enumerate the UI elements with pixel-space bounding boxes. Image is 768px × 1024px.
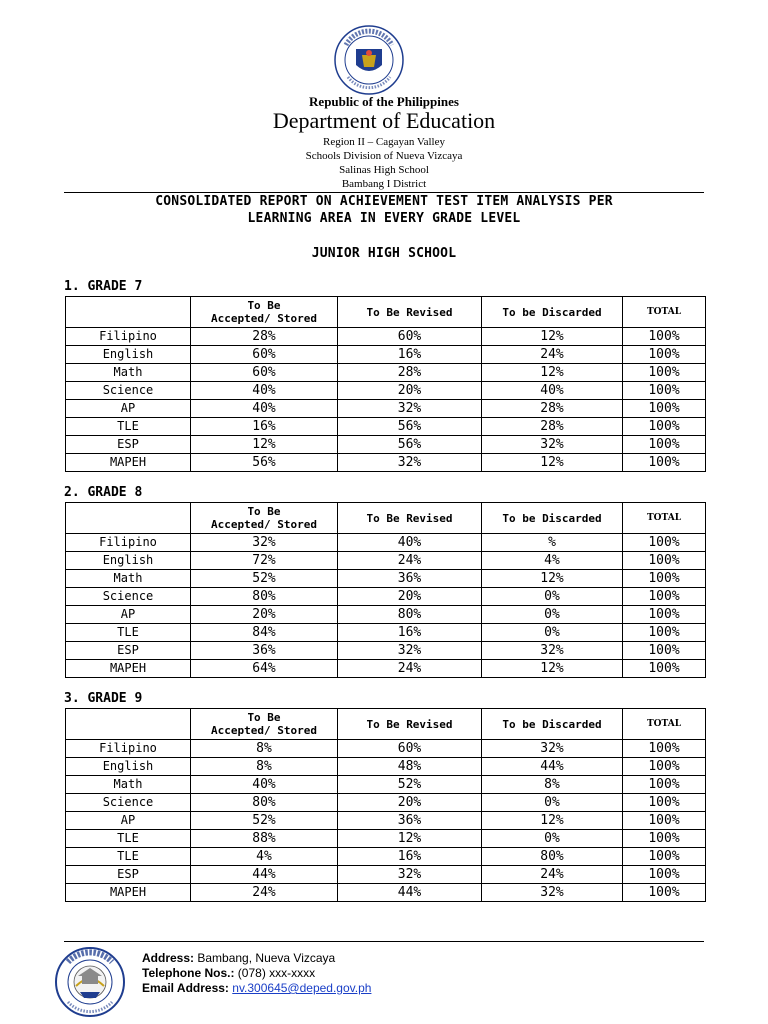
discarded-cell: 12% — [482, 660, 623, 678]
discarded-cell: 44% — [482, 758, 623, 776]
table-row — [66, 606, 706, 624]
discarded-cell: 32% — [482, 642, 623, 660]
discarded-cell: 12% — [482, 328, 623, 346]
school-line: Salinas High School — [339, 164, 429, 176]
address-value: Bambang, Nueva Vizcaya — [197, 951, 336, 965]
phone-label: Telephone Nos.: — [142, 966, 235, 980]
district-line: Bambang I District — [341, 178, 427, 190]
subject-cell: English — [66, 552, 191, 570]
total-cell: 100% — [623, 866, 706, 884]
subject-column-header — [66, 297, 191, 328]
accepted-cell: 60% — [191, 364, 338, 382]
table-row — [66, 794, 706, 812]
discarded-cell: 12% — [482, 454, 623, 472]
footer-contact-block — [142, 951, 371, 996]
total-cell: 100% — [623, 588, 706, 606]
discarded-cell: 12% — [482, 812, 623, 830]
total-column-header: TOTAL — [623, 297, 706, 328]
grade-9-heading: 3. GRADE 9 — [64, 691, 143, 706]
table-row — [66, 642, 706, 660]
discarded-cell: 28% — [482, 418, 623, 436]
table-row — [66, 812, 706, 830]
revised-cell: 32% — [338, 400, 482, 418]
discarded-cell: 32% — [482, 436, 623, 454]
subject-column-header — [66, 503, 191, 534]
total-cell: 100% — [623, 436, 706, 454]
table-header-row — [66, 503, 706, 534]
revised-cell: 36% — [338, 570, 482, 588]
accepted-cell: 60% — [191, 346, 338, 364]
accepted-header-line1: To Be — [247, 299, 281, 312]
division-line: Schools Division of Nueva Vizcaya — [305, 150, 463, 162]
revised-cell: 36% — [338, 812, 482, 830]
table-row — [66, 848, 706, 866]
total-cell: 100% — [623, 364, 706, 382]
subject-cell: TLE — [66, 848, 191, 866]
grade-8-heading: 2. GRADE 8 — [64, 485, 143, 500]
revised-cell: 20% — [338, 382, 482, 400]
phone-line — [142, 966, 371, 981]
republic-heading: Republic of the Philippines — [309, 94, 459, 109]
subject-cell: Filipino — [66, 740, 191, 758]
report-subtitle: JUNIOR HIGH SCHOOL — [311, 246, 457, 261]
discarded-cell: 12% — [482, 570, 623, 588]
grade-9-table — [65, 708, 706, 902]
discarded-column-header: To be Discarded — [482, 503, 623, 534]
subject-cell: Math — [66, 570, 191, 588]
table-row — [66, 454, 706, 472]
discarded-cell: 28% — [482, 400, 623, 418]
total-column-header: TOTAL — [623, 503, 706, 534]
table-row — [66, 328, 706, 346]
revised-cell: 32% — [338, 642, 482, 660]
total-cell: 100% — [623, 812, 706, 830]
revised-cell: 80% — [338, 606, 482, 624]
table-row — [66, 418, 706, 436]
accepted-cell: 52% — [191, 812, 338, 830]
total-cell: 100% — [623, 328, 706, 346]
subject-cell: English — [66, 346, 191, 364]
table-row — [66, 552, 706, 570]
subject-cell: TLE — [66, 830, 191, 848]
total-cell: 100% — [623, 534, 706, 552]
total-cell: 100% — [623, 606, 706, 624]
accepted-column-header — [191, 709, 338, 740]
table-row — [66, 884, 706, 902]
table-row — [66, 346, 706, 364]
total-cell: 100% — [623, 454, 706, 472]
table-row — [66, 866, 706, 884]
total-cell: 100% — [623, 624, 706, 642]
accepted-cell: 4% — [191, 848, 338, 866]
accepted-cell: 28% — [191, 328, 338, 346]
revised-column-header: To Be Revised — [338, 297, 482, 328]
accepted-cell: 8% — [191, 758, 338, 776]
total-cell: 100% — [623, 848, 706, 866]
discarded-cell: 12% — [482, 364, 623, 382]
total-cell: 100% — [623, 740, 706, 758]
subject-cell: Science — [66, 794, 191, 812]
table-row — [66, 364, 706, 382]
table-row — [66, 660, 706, 678]
accepted-cell: 72% — [191, 552, 338, 570]
revised-cell: 60% — [338, 740, 482, 758]
accepted-cell: 24% — [191, 884, 338, 902]
accepted-cell: 8% — [191, 740, 338, 758]
email-line — [142, 981, 371, 996]
revised-cell: 28% — [338, 364, 482, 382]
discarded-cell: 80% — [482, 848, 623, 866]
revised-column-header: To Be Revised — [338, 709, 482, 740]
subject-cell: Filipino — [66, 328, 191, 346]
total-cell: 100% — [623, 830, 706, 848]
table-row — [66, 624, 706, 642]
discarded-cell: 32% — [482, 740, 623, 758]
revised-cell: 52% — [338, 776, 482, 794]
revised-cell: 32% — [338, 454, 482, 472]
subject-cell: English — [66, 758, 191, 776]
grade-8-table — [65, 502, 706, 678]
revised-cell: 20% — [338, 588, 482, 606]
table-row — [66, 758, 706, 776]
total-cell: 100% — [623, 660, 706, 678]
subject-cell: MAPEH — [66, 454, 191, 472]
total-cell: 100% — [623, 758, 706, 776]
total-cell: 100% — [623, 570, 706, 588]
subject-cell: Science — [66, 588, 191, 606]
footer-divider — [64, 941, 704, 942]
total-cell: 100% — [623, 552, 706, 570]
discarded-column-header: To be Discarded — [482, 297, 623, 328]
total-cell: 100% — [623, 642, 706, 660]
subject-cell: ESP — [66, 642, 191, 660]
revised-cell: 24% — [338, 552, 482, 570]
table-row — [66, 740, 706, 758]
discarded-cell: 24% — [482, 866, 623, 884]
accepted-cell: 40% — [191, 382, 338, 400]
total-column-header: TOTAL — [623, 709, 706, 740]
subject-cell: ESP — [66, 866, 191, 884]
table-row — [66, 400, 706, 418]
accepted-column-header — [191, 503, 338, 534]
accepted-cell: 84% — [191, 624, 338, 642]
table-header-row — [66, 297, 706, 328]
revised-cell: 16% — [338, 848, 482, 866]
accepted-cell: 20% — [191, 606, 338, 624]
revised-cell: 16% — [338, 346, 482, 364]
subject-cell: Science — [66, 382, 191, 400]
subject-cell: Filipino — [66, 534, 191, 552]
total-cell: 100% — [623, 400, 706, 418]
accepted-column-header — [191, 297, 338, 328]
discarded-cell: 32% — [482, 884, 623, 902]
table-row — [66, 776, 706, 794]
total-cell: 100% — [623, 346, 706, 364]
revised-cell: 48% — [338, 758, 482, 776]
email-label: Email Address: — [142, 981, 229, 995]
discarded-cell: 0% — [482, 588, 623, 606]
accepted-header-line2: Accepted/ Stored — [211, 724, 317, 737]
accepted-cell: 36% — [191, 642, 338, 660]
revised-cell: 40% — [338, 534, 482, 552]
accepted-cell: 64% — [191, 660, 338, 678]
accepted-cell: 44% — [191, 866, 338, 884]
discarded-cell: 40% — [482, 382, 623, 400]
school-logo-icon — [54, 946, 126, 1018]
address-line — [142, 951, 371, 966]
accepted-cell: 56% — [191, 454, 338, 472]
table-row — [66, 534, 706, 552]
subject-cell: ESP — [66, 436, 191, 454]
discarded-cell: 0% — [482, 794, 623, 812]
accepted-cell: 40% — [191, 776, 338, 794]
revised-column-header: To Be Revised — [338, 503, 482, 534]
deped-seal-icon — [334, 25, 404, 95]
table-row — [66, 830, 706, 848]
table-row — [66, 436, 706, 454]
total-cell: 100% — [623, 418, 706, 436]
subject-cell: MAPEH — [66, 884, 191, 902]
accepted-cell: 80% — [191, 794, 338, 812]
accepted-cell: 88% — [191, 830, 338, 848]
accepted-cell: 32% — [191, 534, 338, 552]
department-heading: Department of Education — [272, 108, 496, 133]
accepted-cell: 52% — [191, 570, 338, 588]
total-cell: 100% — [623, 884, 706, 902]
total-cell: 100% — [623, 776, 706, 794]
discarded-column-header: To be Discarded — [482, 709, 623, 740]
subject-cell: AP — [66, 606, 191, 624]
accepted-header-line2: Accepted/ Stored — [211, 518, 317, 531]
report-title-line1: CONSOLIDATED REPORT ON ACHIEVEMENT TEST ITEM ANALYSIS PER — [155, 194, 613, 209]
accepted-cell: 16% — [191, 418, 338, 436]
table-row — [66, 382, 706, 400]
subject-cell: Math — [66, 364, 191, 382]
revised-cell: 20% — [338, 794, 482, 812]
accepted-header-line1: To Be — [247, 711, 281, 724]
discarded-cell: 4% — [482, 552, 623, 570]
subject-cell: TLE — [66, 624, 191, 642]
revised-cell: 16% — [338, 624, 482, 642]
email-link[interactable]: nv.300645@deped.gov.ph — [232, 981, 372, 995]
address-label: Address: — [142, 951, 195, 965]
accepted-cell: 80% — [191, 588, 338, 606]
total-cell: 100% — [623, 382, 706, 400]
subject-column-header — [66, 709, 191, 740]
grade-7-table — [65, 296, 706, 472]
report-title-line2: LEARNING AREA IN EVERY GRADE LEVEL — [247, 211, 521, 226]
subject-cell: MAPEH — [66, 660, 191, 678]
subject-cell: TLE — [66, 418, 191, 436]
discarded-cell: % — [482, 534, 623, 552]
table-row — [66, 588, 706, 606]
revised-cell: 44% — [338, 884, 482, 902]
table-header-row — [66, 709, 706, 740]
total-cell: 100% — [623, 794, 706, 812]
revised-cell: 32% — [338, 866, 482, 884]
discarded-cell: 0% — [482, 830, 623, 848]
revised-cell: 56% — [338, 436, 482, 454]
accepted-header-line1: To Be — [247, 505, 281, 518]
grade-7-heading: 1. GRADE 7 — [64, 279, 143, 294]
accepted-header-line2: Accepted/ Stored — [211, 312, 317, 325]
revised-cell: 60% — [338, 328, 482, 346]
discarded-cell: 0% — [482, 624, 623, 642]
table-row — [66, 570, 706, 588]
discarded-cell: 0% — [482, 606, 623, 624]
revised-cell: 56% — [338, 418, 482, 436]
discarded-cell: 24% — [482, 346, 623, 364]
subject-cell: Math — [66, 776, 191, 794]
region-line: Region II – Cagayan Valley — [323, 136, 445, 148]
accepted-cell: 40% — [191, 400, 338, 418]
revised-cell: 12% — [338, 830, 482, 848]
phone-value: (078) xxx-xxxx — [237, 966, 316, 980]
accepted-cell: 12% — [191, 436, 338, 454]
subject-cell: AP — [66, 812, 191, 830]
header-divider — [64, 192, 704, 193]
subject-cell: AP — [66, 400, 191, 418]
revised-cell: 24% — [338, 660, 482, 678]
discarded-cell: 8% — [482, 776, 623, 794]
